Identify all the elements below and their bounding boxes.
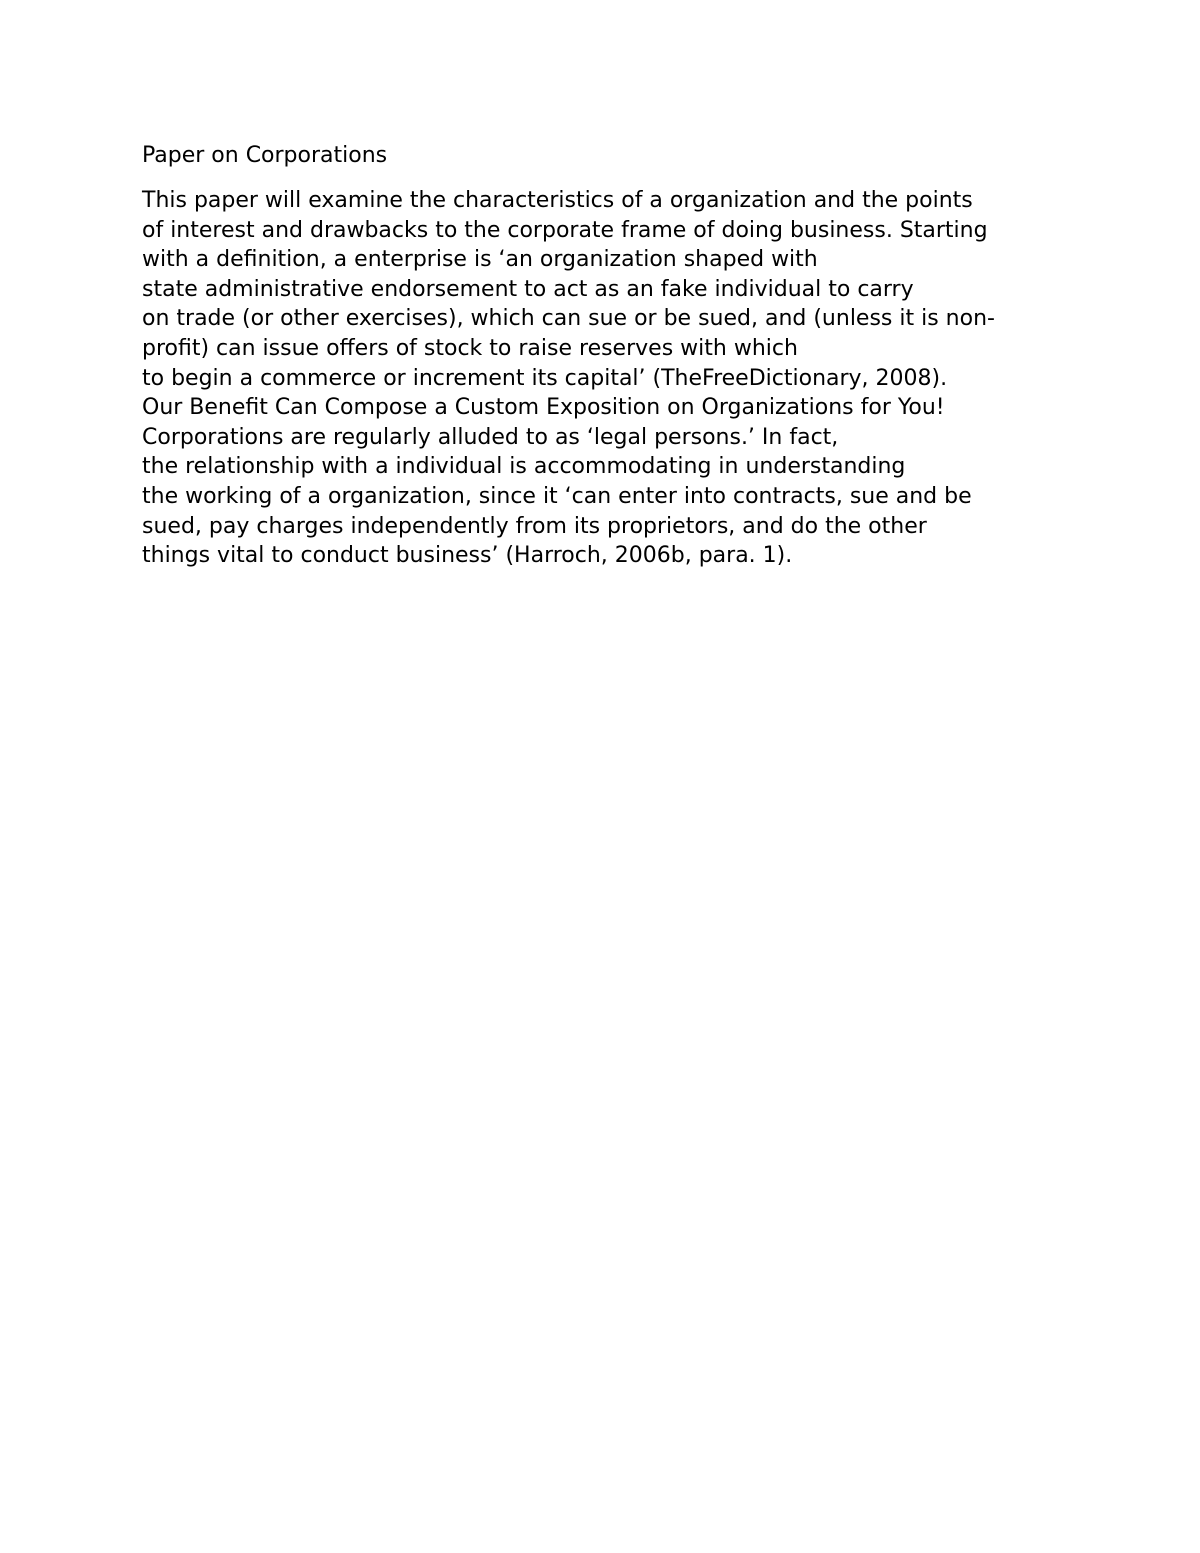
document-title: Paper on Corporations: [142, 143, 388, 168]
document-body: [142, 186, 995, 571]
body-line: things vital to conduct business’ (Harroch, 2006b, para. 1).: [142, 543, 793, 569]
body-line: the working of a organization, since it ‘can enter into contracts, sue and be: [142, 483, 972, 509]
body-line: state administrative endorsement to act as an fake individual to carry: [142, 276, 914, 302]
body-line: on trade (or other exercises), which can sue or be sued, and (unless it is non-: [142, 306, 995, 332]
body-line: Corporations are regularly alluded to as ‘legal persons.’ In fact,: [142, 424, 839, 450]
body-line: sued, pay charges independently from its proprietors, and do the other: [142, 513, 927, 539]
body-line: to begin a commerce or increment its capital’ (TheFreeDictionary, 2008).: [142, 365, 948, 391]
body-line: This paper will examine the characteristics of a organization and the points: [142, 188, 973, 213]
body-line: of interest and drawbacks to the corporate frame of doing business. Starting: [142, 217, 988, 243]
body-line: profit) can issue offers of stock to raise reserves with which: [142, 335, 798, 361]
body-line: with a definition, a enterprise is ‘an organization shaped with: [142, 247, 818, 273]
body-line: Our Benefit Can Compose a Custom Exposition on Organizations for You!: [142, 395, 945, 421]
body-line: the relationship with a individual is accommodating in understanding: [142, 454, 906, 480]
